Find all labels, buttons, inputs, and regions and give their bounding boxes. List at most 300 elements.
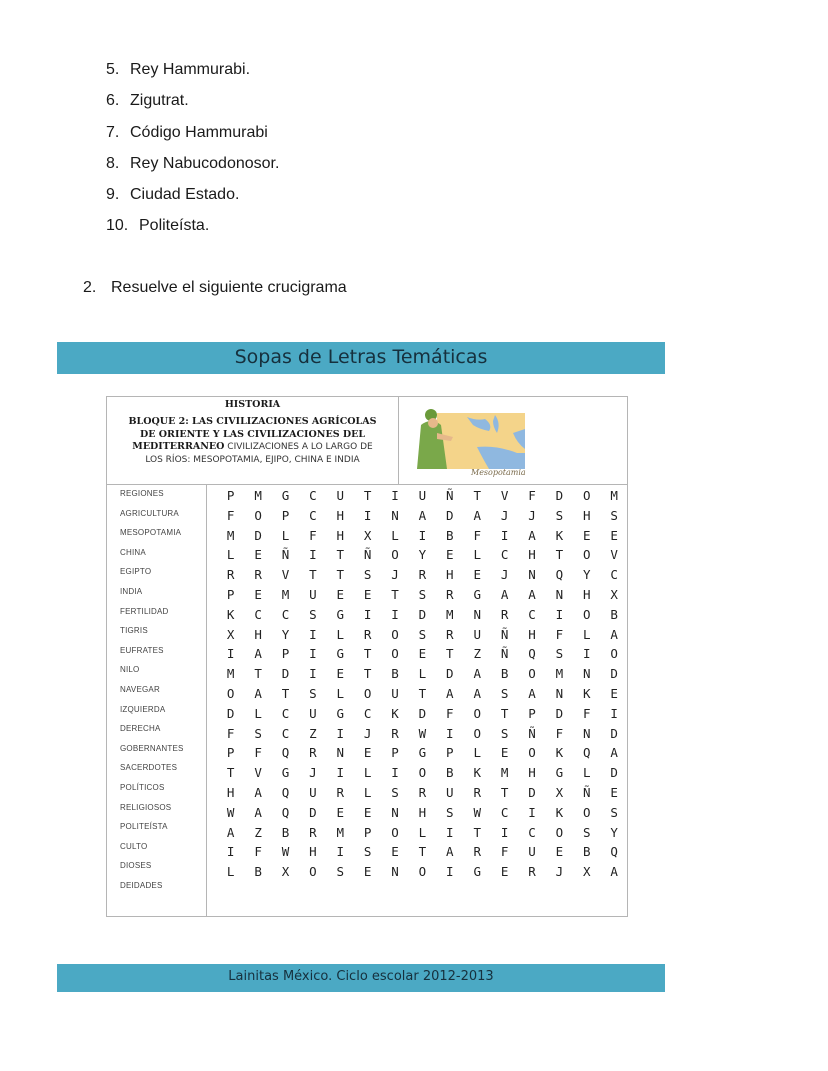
grid-cell[interactable]: X (555, 784, 564, 800)
grid-cell[interactable]: R (363, 626, 372, 642)
grid-cell[interactable]: O (610, 646, 618, 662)
grid-cell[interactable]: A (528, 586, 536, 602)
grid-cell[interactable]: R (500, 606, 509, 622)
grid-cell[interactable]: E (610, 784, 618, 800)
grid-cell[interactable]: E (610, 685, 618, 701)
grid-cell[interactable]: N (528, 567, 536, 583)
grid-cell[interactable]: J (309, 765, 317, 781)
grid-cell[interactable]: E (363, 745, 372, 761)
grid-cell[interactable]: I (363, 606, 372, 622)
grid-cell[interactable]: Q (610, 844, 618, 860)
grid-cell[interactable]: D (281, 666, 290, 682)
grid-cell[interactable]: H (583, 507, 591, 523)
grid-cell[interactable]: C (500, 804, 509, 820)
grid-cell[interactable]: L (583, 626, 591, 642)
grid-cell[interactable]: S (336, 864, 345, 880)
grid-cell[interactable]: H (254, 626, 262, 642)
grid-cell[interactable]: R (226, 567, 235, 583)
grid-cell[interactable]: I (528, 804, 536, 820)
grid-cell[interactable]: O (391, 626, 399, 642)
grid-cell[interactable]: Z (473, 646, 481, 662)
grid-cell[interactable]: I (309, 666, 317, 682)
grid-cell[interactable]: S (555, 507, 564, 523)
grid-cell[interactable]: W (226, 804, 235, 820)
grid-cell[interactable]: I (446, 824, 454, 840)
grid-cell[interactable]: K (555, 804, 564, 820)
grid-cell[interactable]: I (500, 824, 509, 840)
grid-cell[interactable]: T (309, 567, 317, 583)
grid-cell[interactable]: P (446, 745, 454, 761)
grid-cell[interactable]: Q (555, 567, 564, 583)
grid-cell[interactable]: I (309, 626, 317, 642)
grid-cell[interactable]: T (418, 844, 427, 860)
grid-cell[interactable]: L (391, 527, 399, 543)
grid-cell[interactable]: O (391, 824, 399, 840)
grid-cell[interactable]: X (281, 864, 290, 880)
grid-cell[interactable]: F (555, 725, 564, 741)
grid-cell[interactable]: I (226, 844, 235, 860)
grid-cell[interactable]: E (391, 844, 399, 860)
grid-cell[interactable]: A (473, 685, 481, 701)
grid-cell[interactable]: Q (281, 784, 290, 800)
grid-cell[interactable]: I (336, 725, 345, 741)
grid-cell[interactable]: A (418, 507, 427, 523)
grid-cell[interactable]: A (254, 784, 262, 800)
grid-cell[interactable]: V (500, 488, 509, 503)
grid-cell[interactable]: A (528, 527, 536, 543)
grid-cell[interactable]: H (446, 567, 454, 583)
grid-cell[interactable]: R (418, 784, 427, 800)
grid-cell[interactable]: H (309, 844, 317, 860)
grid-cell[interactable]: S (363, 567, 372, 583)
grid-cell[interactable]: U (446, 784, 454, 800)
grid-cell[interactable]: Ñ (500, 646, 509, 662)
grid-cell[interactable]: S (418, 626, 427, 642)
grid-cell[interactable]: O (391, 547, 399, 563)
grid-cell[interactable]: C (254, 606, 262, 622)
grid-cell[interactable]: V (281, 567, 290, 583)
grid-cell[interactable]: F (583, 705, 591, 721)
grid-cell[interactable]: R (336, 784, 345, 800)
grid-cell[interactable]: M (226, 527, 235, 543)
grid-cell[interactable]: M (336, 824, 345, 840)
grid-cell[interactable]: U (418, 488, 427, 503)
grid-cell[interactable]: O (363, 685, 372, 701)
grid-cell[interactable]: N (473, 606, 481, 622)
grid-cell[interactable]: I (336, 765, 345, 781)
grid-cell[interactable]: M (254, 488, 262, 503)
grid-cell[interactable]: G (336, 606, 345, 622)
grid-cell[interactable]: V (254, 765, 262, 781)
grid-cell[interactable]: N (555, 586, 564, 602)
grid-cell[interactable]: Q (281, 804, 290, 820)
grid-cell[interactable]: E (336, 804, 345, 820)
grid-cell[interactable]: X (583, 864, 591, 880)
grid-cell[interactable]: T (473, 488, 481, 503)
grid-cell[interactable]: D (610, 666, 618, 682)
grid-cell[interactable]: A (254, 646, 262, 662)
grid-cell[interactable]: S (309, 685, 317, 701)
grid-cell[interactable]: I (583, 646, 591, 662)
grid-cell[interactable]: E (336, 666, 345, 682)
grid-cell[interactable]: S (500, 685, 509, 701)
grid-cell[interactable]: R (309, 745, 317, 761)
grid-cell[interactable]: B (500, 666, 509, 682)
grid-cell[interactable]: E (363, 804, 372, 820)
grid-cell[interactable]: F (555, 626, 564, 642)
grid-cell[interactable]: I (336, 844, 345, 860)
grid-cell[interactable]: S (610, 507, 618, 523)
grid-cell[interactable]: I (226, 646, 235, 662)
grid-cell[interactable]: D (555, 705, 564, 721)
grid-cell[interactable]: A (254, 685, 262, 701)
grid-cell[interactable]: C (281, 606, 290, 622)
grid-cell[interactable]: D (446, 507, 454, 523)
grid-cell[interactable]: T (446, 646, 454, 662)
grid-cell[interactable]: K (391, 705, 399, 721)
grid-cell[interactable]: J (500, 507, 509, 523)
grid-cell[interactable]: J (528, 507, 536, 523)
grid-cell[interactable]: F (500, 844, 509, 860)
grid-cell[interactable]: I (500, 527, 509, 543)
grid-cell[interactable]: T (226, 765, 235, 781)
grid-cell[interactable]: E (555, 844, 564, 860)
grid-cell[interactable]: H (528, 765, 536, 781)
grid-cell[interactable]: C (281, 705, 290, 721)
grid-cell[interactable]: Ñ (281, 547, 290, 563)
grid-cell[interactable]: Ñ (500, 626, 509, 642)
grid-cell[interactable]: N (391, 507, 399, 523)
grid-cell[interactable]: H (226, 784, 235, 800)
grid-cell[interactable]: I (446, 864, 454, 880)
grid-cell[interactable]: N (391, 864, 399, 880)
grid-cell[interactable]: F (309, 527, 317, 543)
grid-cell[interactable]: M (281, 586, 290, 602)
grid-cell[interactable]: R (473, 784, 481, 800)
grid-cell[interactable]: S (418, 586, 427, 602)
grid-cell[interactable]: S (391, 784, 399, 800)
grid-cell[interactable]: T (418, 685, 427, 701)
grid-cell[interactable]: O (418, 765, 427, 781)
grid-cell[interactable]: O (473, 725, 481, 741)
grid-cell[interactable]: Q (528, 646, 536, 662)
grid-cell[interactable]: K (583, 685, 591, 701)
grid-cell[interactable]: L (226, 864, 235, 880)
grid-cell[interactable]: G (281, 488, 290, 503)
grid-cell[interactable]: Q (281, 745, 290, 761)
grid-cell[interactable]: R (528, 864, 536, 880)
grid-cell[interactable]: E (610, 527, 618, 543)
grid-cell[interactable]: M (610, 488, 618, 503)
grid-cell[interactable]: Y (610, 824, 618, 840)
grid-cell[interactable]: L (473, 745, 481, 761)
grid-cell[interactable]: W (418, 725, 427, 741)
grid-cell[interactable]: O (226, 685, 235, 701)
grid-cell[interactable]: H (583, 586, 591, 602)
grid-cell[interactable]: A (473, 666, 481, 682)
grid-cell[interactable]: E (500, 864, 509, 880)
grid-cell[interactable]: I (610, 705, 618, 721)
grid-cell[interactable]: A (610, 626, 618, 642)
grid-cell[interactable]: H (528, 626, 536, 642)
grid-cell[interactable]: T (336, 547, 345, 563)
grid-cell[interactable]: D (446, 666, 454, 682)
grid-cell[interactable]: B (583, 844, 591, 860)
grid-cell[interactable]: S (583, 824, 591, 840)
grid-cell[interactable]: P (226, 488, 235, 503)
grid-cell[interactable]: A (610, 864, 618, 880)
grid-cell[interactable]: C (281, 725, 290, 741)
grid-cell[interactable]: J (391, 567, 399, 583)
grid-cell[interactable]: T (281, 685, 290, 701)
grid-cell[interactable]: E (583, 527, 591, 543)
grid-cell[interactable]: I (446, 725, 454, 741)
grid-cell[interactable]: R (418, 567, 427, 583)
grid-cell[interactable]: F (528, 488, 536, 503)
grid-cell[interactable]: S (446, 804, 454, 820)
grid-cell[interactable]: I (391, 606, 399, 622)
grid-cell[interactable]: E (446, 547, 454, 563)
grid-cell[interactable]: U (391, 685, 399, 701)
grid-cell[interactable]: B (254, 864, 262, 880)
grid-cell[interactable]: T (254, 666, 262, 682)
grid-cell[interactable]: T (500, 705, 509, 721)
grid-cell[interactable]: Q (583, 745, 591, 761)
grid-cell[interactable]: R (446, 626, 454, 642)
grid-cell[interactable]: P (226, 586, 235, 602)
grid-cell[interactable]: O (583, 804, 591, 820)
grid-cell[interactable]: G (281, 765, 290, 781)
grid-cell[interactable]: D (555, 488, 564, 503)
grid-cell[interactable]: X (363, 527, 372, 543)
grid-cell[interactable]: F (473, 527, 481, 543)
grid-cell[interactable]: Ñ (446, 488, 454, 503)
grid-cell[interactable]: A (473, 507, 481, 523)
grid-cell[interactable]: T (363, 488, 372, 503)
grid-cell[interactable]: O (583, 606, 591, 622)
grid-cell[interactable]: H (336, 527, 345, 543)
grid-cell[interactable]: Ñ (583, 784, 591, 800)
grid-cell[interactable]: B (446, 527, 454, 543)
grid-cell[interactable]: D (254, 527, 262, 543)
grid-cell[interactable]: T (336, 567, 345, 583)
grid-cell[interactable]: R (254, 567, 262, 583)
grid-cell[interactable]: U (528, 844, 536, 860)
grid-cell[interactable]: T (391, 586, 399, 602)
grid-cell[interactable]: O (528, 745, 536, 761)
grid-cell[interactable]: L (473, 547, 481, 563)
grid-cell[interactable]: I (363, 507, 372, 523)
grid-cell[interactable]: F (254, 844, 262, 860)
grid-cell[interactable]: E (473, 567, 481, 583)
grid-cell[interactable]: D (610, 725, 618, 741)
grid-cell[interactable]: O (309, 864, 317, 880)
grid-cell[interactable]: P (281, 507, 290, 523)
grid-cell[interactable]: F (254, 745, 262, 761)
grid-cell[interactable]: G (336, 705, 345, 721)
grid-cell[interactable]: A (254, 804, 262, 820)
grid-cell[interactable]: C (309, 488, 317, 503)
grid-cell[interactable]: N (583, 725, 591, 741)
grid-cell[interactable]: C (528, 606, 536, 622)
grid-cell[interactable]: L (281, 527, 290, 543)
grid-cell[interactable]: H (418, 804, 427, 820)
grid-cell[interactable]: M (500, 765, 509, 781)
grid-cell[interactable]: A (446, 685, 454, 701)
grid-cell[interactable]: T (473, 824, 481, 840)
grid-cell[interactable]: F (226, 507, 235, 523)
grid-cell[interactable]: K (473, 765, 481, 781)
grid-cell[interactable]: O (555, 824, 564, 840)
grid-cell[interactable]: G (473, 586, 481, 602)
grid-cell[interactable]: G (473, 864, 481, 880)
grid-cell[interactable]: E (363, 586, 372, 602)
grid-cell[interactable]: N (391, 804, 399, 820)
grid-cell[interactable]: E (363, 864, 372, 880)
grid-cell[interactable]: U (336, 488, 345, 503)
grid-cell[interactable]: T (555, 547, 564, 563)
grid-cell[interactable]: D (528, 784, 536, 800)
grid-cell[interactable]: N (336, 745, 345, 761)
grid-cell[interactable]: K (226, 606, 235, 622)
grid-cell[interactable]: J (555, 864, 564, 880)
grid-cell[interactable]: X (226, 626, 235, 642)
grid-cell[interactable]: U (473, 626, 481, 642)
grid-cell[interactable]: O (473, 705, 481, 721)
grid-cell[interactable]: L (418, 824, 427, 840)
grid-cell[interactable]: J (363, 725, 372, 741)
grid-cell[interactable]: O (418, 864, 427, 880)
grid-cell[interactable]: U (309, 705, 317, 721)
grid-cell[interactable]: G (555, 765, 564, 781)
grid-cell[interactable]: D (309, 804, 317, 820)
grid-cell[interactable]: U (309, 784, 317, 800)
grid-cell[interactable]: O (583, 488, 591, 503)
grid-cell[interactable]: F (226, 725, 235, 741)
grid-cell[interactable]: K (555, 745, 564, 761)
grid-cell[interactable]: A (528, 685, 536, 701)
grid-cell[interactable]: Y (281, 626, 290, 642)
grid-cell[interactable]: I (555, 606, 564, 622)
grid-cell[interactable]: M (226, 666, 235, 682)
grid-cell[interactable]: I (309, 646, 317, 662)
grid-cell[interactable]: Y (583, 567, 591, 583)
grid-cell[interactable]: K (555, 527, 564, 543)
grid-cell[interactable]: S (610, 804, 618, 820)
grid-cell[interactable]: Y (418, 547, 427, 563)
grid-cell[interactable]: T (500, 784, 509, 800)
grid-cell[interactable]: D (418, 705, 427, 721)
grid-cell[interactable]: E (254, 586, 262, 602)
grid-cell[interactable]: L (254, 705, 262, 721)
grid-cell[interactable]: B (281, 824, 290, 840)
grid-cell[interactable]: H (528, 547, 536, 563)
grid-cell[interactable]: B (610, 606, 618, 622)
grid-cell[interactable]: F (446, 705, 454, 721)
grid-cell[interactable]: C (500, 547, 509, 563)
grid-cell[interactable]: L (363, 765, 372, 781)
grid-cell[interactable]: B (446, 765, 454, 781)
grid-cell[interactable]: R (391, 725, 399, 741)
grid-cell[interactable]: Z (309, 725, 317, 741)
grid-cell[interactable]: P (226, 745, 235, 761)
grid-cell[interactable]: Z (254, 824, 262, 840)
grid-cell[interactable]: O (254, 507, 262, 523)
grid-cell[interactable]: N (555, 685, 564, 701)
grid-cell[interactable]: E (254, 547, 262, 563)
grid-cell[interactable]: P (528, 705, 536, 721)
grid-cell[interactable]: I (309, 547, 317, 563)
grid-cell[interactable]: D (610, 765, 618, 781)
grid-cell[interactable]: S (309, 606, 317, 622)
grid-cell[interactable]: U (309, 586, 317, 602)
grid-cell[interactable]: E (418, 646, 427, 662)
grid-cell[interactable]: C (528, 824, 536, 840)
grid-cell[interactable]: R (473, 844, 481, 860)
grid-cell[interactable]: C (363, 705, 372, 721)
grid-cell[interactable]: L (226, 547, 235, 563)
grid-cell[interactable]: S (363, 844, 372, 860)
grid-cell[interactable]: G (418, 745, 427, 761)
grid-cell[interactable]: W (473, 804, 481, 820)
grid-cell[interactable]: L (418, 666, 427, 682)
grid-cell[interactable]: N (583, 666, 591, 682)
grid-cell[interactable]: M (446, 606, 454, 622)
grid-cell[interactable]: O (528, 666, 536, 682)
grid-cell[interactable]: R (446, 586, 454, 602)
grid-cell[interactable]: O (391, 646, 399, 662)
grid-cell[interactable]: L (336, 685, 345, 701)
grid-cell[interactable]: G (336, 646, 345, 662)
grid-cell[interactable]: I (391, 488, 399, 503)
grid-cell[interactable]: S (555, 646, 564, 662)
grid-cell[interactable]: A (226, 824, 235, 840)
grid-cell[interactable]: D (418, 606, 427, 622)
grid-cell[interactable]: I (418, 527, 427, 543)
grid-cell[interactable]: P (363, 824, 372, 840)
grid-cell[interactable]: E (500, 745, 509, 761)
grid-cell[interactable]: T (363, 666, 372, 682)
grid-cell[interactable]: A (500, 586, 509, 602)
grid-cell[interactable]: W (281, 844, 290, 860)
grid-cell[interactable]: P (281, 646, 290, 662)
grid-cell[interactable]: S (500, 725, 509, 741)
grid-cell[interactable]: A (446, 844, 454, 860)
grid-cell[interactable]: B (391, 666, 399, 682)
grid-cell[interactable]: M (555, 666, 564, 682)
grid-cell[interactable]: L (583, 765, 591, 781)
grid-cell[interactable]: R (309, 824, 317, 840)
grid-cell[interactable]: Ñ (528, 725, 536, 741)
grid-cell[interactable]: O (583, 547, 591, 563)
grid-cell[interactable]: H (336, 507, 345, 523)
grid-cell[interactable]: A (610, 745, 618, 761)
grid-cell[interactable]: V (610, 547, 618, 563)
grid-cell[interactable]: T (363, 646, 372, 662)
grid-cell[interactable]: L (363, 784, 372, 800)
grid-cell[interactable]: X (610, 586, 618, 602)
grid-cell[interactable]: J (500, 567, 509, 583)
grid-cell[interactable]: E (336, 586, 345, 602)
grid-cell[interactable]: C (309, 507, 317, 523)
grid-cell[interactable]: I (391, 765, 399, 781)
grid-cell[interactable]: S (254, 725, 262, 741)
grid-cell[interactable]: D (226, 705, 235, 721)
grid-cell[interactable]: Ñ (363, 547, 372, 563)
grid-cell[interactable]: C (610, 567, 618, 583)
grid-cell[interactable]: L (336, 626, 345, 642)
grid-cell[interactable]: P (391, 745, 399, 761)
